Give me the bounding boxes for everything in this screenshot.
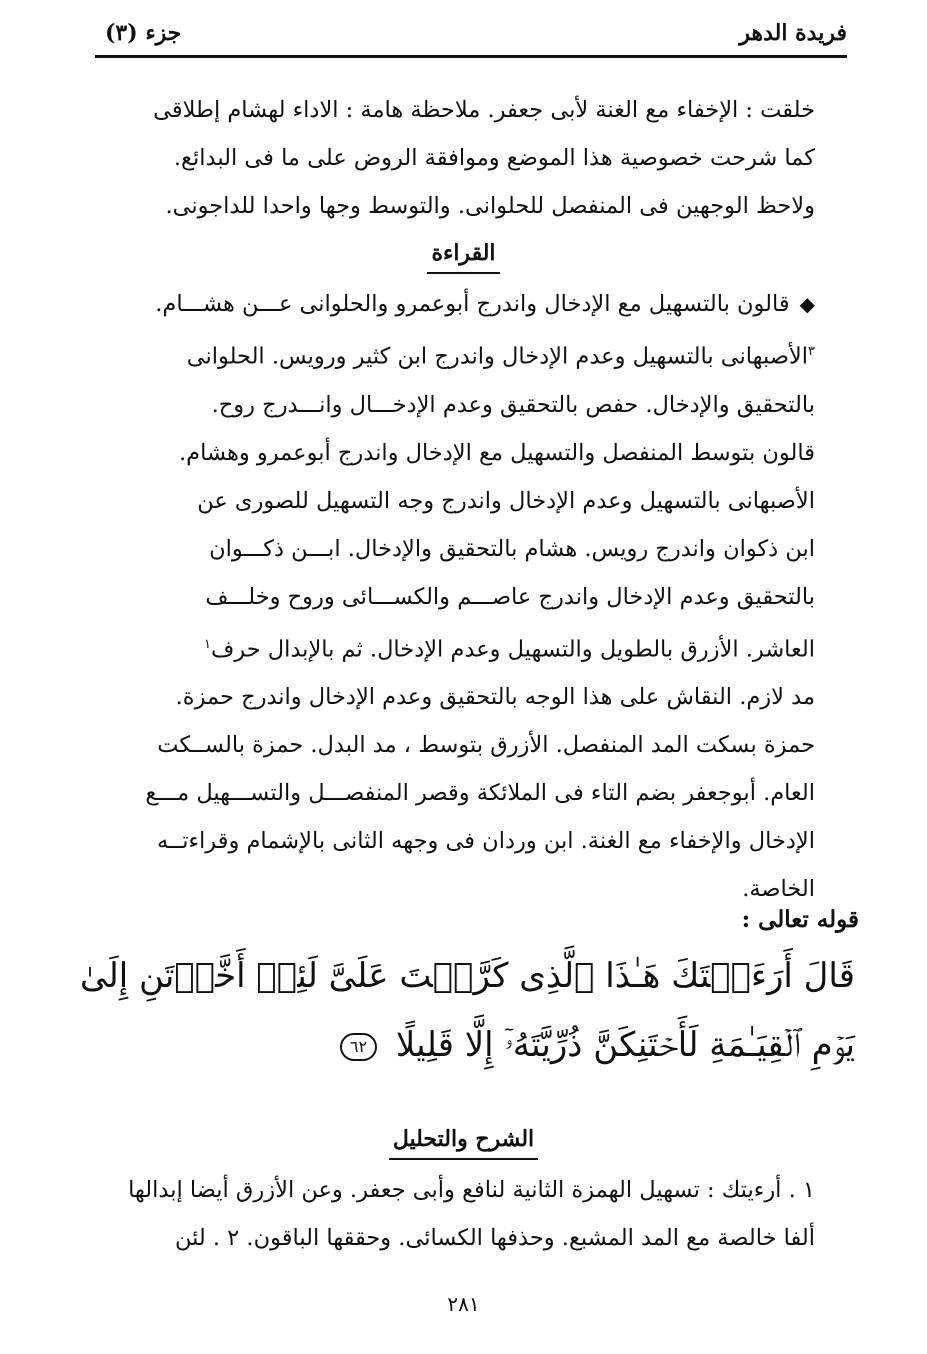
text-line: مد لازم. النقاش على هذا الوجه بالتحقيق وعدم الإدخال واندرج حمزة.: [175, 684, 815, 710]
text-line: [105, 280, 815, 328]
diamond-bullet-icon: ◆: [799, 292, 815, 316]
quran-verse-line: قَالَ أَرَءَيۡتَكَ هَـٰذَا ٱلَّذِى كَرَّمۡتَ عَلَىَّ لَئِنۡ أَخَّرۡتَنِ إِلَىٰ: [80, 956, 855, 996]
verse-intro-label: قوله تعالى :: [741, 906, 859, 933]
text-line: كما شرحت خصوصية هذا الموضع وموافقة الروض على ما فى البدائع.: [173, 145, 815, 171]
explanation-section-title: [0, 1126, 927, 1152]
page-number: ٢٨١: [447, 1292, 480, 1316]
text-line: ١ . أرءيتك : تسهيل الهمزة الثانية لنافع وأبى جعفر. وعن الأزرق أيضا إبدالها: [128, 1177, 815, 1203]
footnote-marker: ٣: [808, 344, 815, 359]
text-line: [105, 328, 815, 381]
text-line: الإدخال والإخفاء مع الغنة. ابن وردان فى وجهه الثانى بالإشمام وقراءتــه: [156, 828, 815, 854]
text-line: [105, 621, 815, 674]
text-line: قالون بتوسط المنفصل والتسهيل مع الإدخال واندرج أبوعمرو وهشام.: [179, 439, 815, 466]
part-label: جزء (٣): [105, 20, 182, 46]
text-line: العام. أبوجعفر بضم التاء فى الملائكة وقصر المنفصـــل والتســـهيل مـــع: [145, 780, 815, 806]
text-line: بالتحقيق والإدخال. حفص بالتحقيق وعدم الإدخـــال وانـــدرج روح.: [211, 391, 815, 418]
text-line: خلقت : الإخفاء مع الغنة لأبى جعفر. ملاحظة هامة : الاداء لهشام إطلاقى: [153, 97, 815, 123]
header-rule: [95, 55, 847, 58]
intro-paragraph: [105, 86, 815, 230]
verse-number-badge: ٦٢: [340, 1033, 377, 1061]
quran-verse-text: يَوۡمِ ٱلۡقِيَـٰمَةِ لَأَحۡتَنِكَنَّ ذُرِّيَّتَهُۥٓ إِلَّا قَلِيلًا: [395, 1025, 855, 1065]
text-line: ولاحظ الوجهين فى المنفصل للحلوانى. والتوسط وجها واحدا للداجونى.: [165, 193, 815, 219]
text-line-content: الأصبهانى بالتسهيل وعدم الإدخال واندرج ابن كثير ورويس. الحلوانى: [186, 343, 809, 370]
text-line: حمزة بسكت المد المنفصل. الأزرق بتوسط ، مد البدل. حمزة بالســكت: [157, 732, 815, 758]
section-heading: الشرح والتحليل: [389, 1126, 538, 1160]
explanation-paragraph: [105, 1166, 815, 1262]
footnote-marker: ١: [203, 636, 211, 652]
book-title: فريدة الدهر: [739, 20, 847, 46]
text-line: ابن ذكوان واندرج رويس. هشام بالتحقيق والإدخال. ابـــن ذكـــوان: [209, 535, 815, 562]
text-line: ألفا خالصة مع المد المشبع. وحذفها الكسائى. وحققها الباقون. ٢ . لئن: [174, 1225, 815, 1251]
text-line-content: قالون بالتسهيل مع الإدخال واندرج أبوعمرو والحلوانى عـــن هشـــام.: [155, 291, 790, 317]
section-heading: القراءة: [427, 240, 499, 274]
text-line: الأصبهانى بالتسهيل وعدم الإدخال واندرج وجه التسهيل للصورى عن: [197, 487, 815, 514]
text-line-content: العاشر. الأزرق بالطويل والتسهيل وعدم الإدخال. ثم بالإبدال حرف: [210, 636, 815, 662]
text-line: بالتحقيق وعدم الإدخال واندرج عاصـــم والكســـائى وروح وخلـــف: [205, 583, 815, 610]
quran-verse-line: [340, 1025, 855, 1065]
reading-section-title: [0, 240, 927, 266]
reading-paragraph: [105, 280, 815, 913]
text-line: الخاصة.: [742, 876, 815, 902]
